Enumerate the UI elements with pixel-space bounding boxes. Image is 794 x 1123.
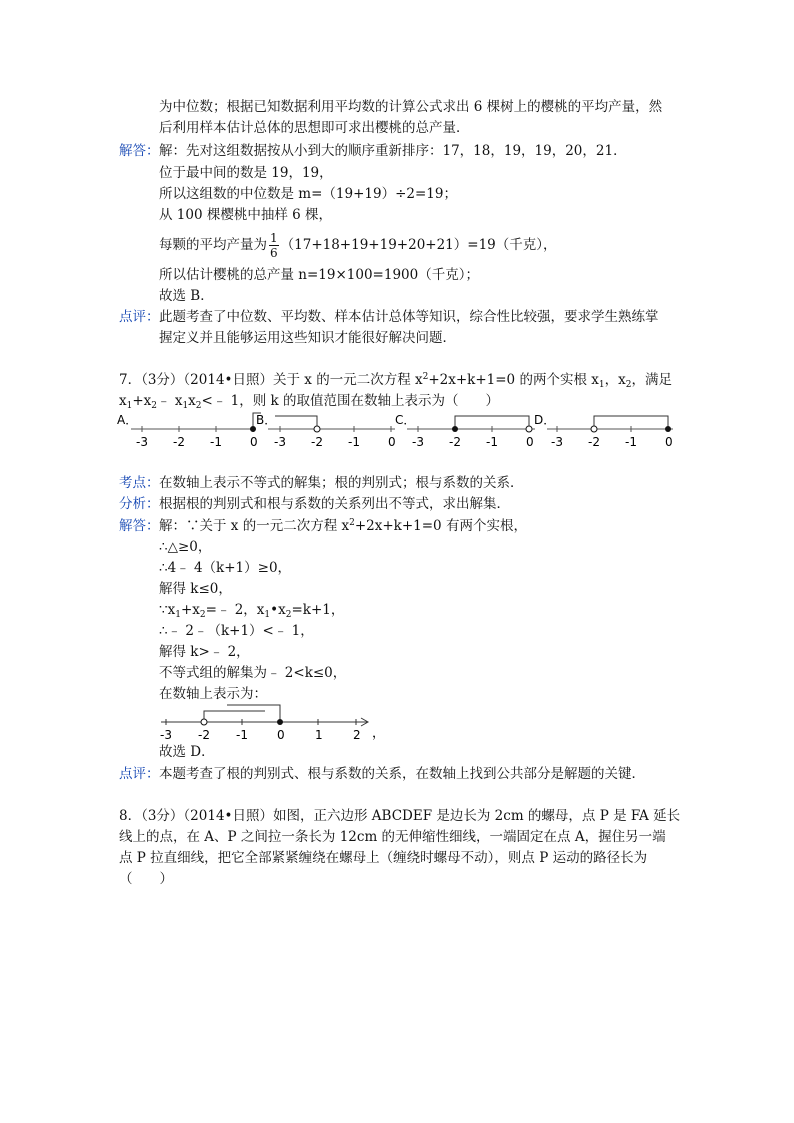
q7-fenxi: 根据根的判别式和根与系数的关系列出不等式，求出解集． bbox=[159, 496, 510, 512]
q6-answer-line-5 bbox=[159, 231, 557, 260]
tick-label: 0 bbox=[526, 435, 534, 449]
fraction-numerator: 1 bbox=[270, 231, 278, 245]
stem-text: <﹣ 1，则 k 的取值范围在数轴上表示为（ ） bbox=[201, 393, 499, 409]
subscript: 2 bbox=[151, 401, 158, 411]
solution-text: =﹣ 2，x bbox=[205, 602, 265, 618]
q6-answer-line-3: 所以这组数的中位数是 m=（19+19）÷2=19； bbox=[159, 186, 457, 202]
hollow-dot bbox=[201, 719, 207, 725]
q6-comment-line-1: 此题考查了中位数、平均数、样本估计总体等知识，综合性比较强，要求学生熟练掌 bbox=[159, 309, 659, 325]
q6-comment-line-2: 握定义并且能够运用这些知识才能很好解决问题． bbox=[159, 330, 456, 346]
option-d[interactable] bbox=[534, 413, 673, 449]
q8-stem-line-2: 线上的点，在 A、P 之间拉一条长为 12cm 的无伸缩性细线，一端固定在点 A，握住另一端 bbox=[119, 829, 666, 845]
option-a-label: A． bbox=[117, 413, 138, 427]
option-a[interactable] bbox=[117, 413, 261, 449]
q7-solution-line-10: 故选 D． bbox=[159, 744, 215, 760]
q7-kaodian: 在数轴上表示不等式的解集；根的判别式；根与系数的关系． bbox=[159, 475, 524, 491]
stem-text: ﹣ x bbox=[157, 393, 183, 409]
q7-solution-line-3: ∴4﹣ 4（k+1）≥0， bbox=[159, 560, 292, 576]
q7-solution-line-6: ∴﹣ 2﹣（k+1）<﹣ 1， bbox=[159, 623, 314, 639]
solution-text: •x bbox=[270, 602, 286, 618]
q7-comment-tag: 点评： bbox=[119, 766, 160, 782]
q7-options-number-lines bbox=[115, 408, 685, 452]
stem-text: x bbox=[119, 393, 127, 409]
q6-answer-line-2: 位于最中间的数是 19，19， bbox=[159, 165, 333, 181]
tick-label: -3 bbox=[412, 435, 424, 449]
q7-answer-tag: 解答： bbox=[119, 518, 160, 534]
q7-solution-line-9: 在数轴上表示为： bbox=[159, 686, 267, 702]
stem-text: x bbox=[188, 393, 196, 409]
q7-solution-line-7: 解得 k>﹣ 2， bbox=[159, 644, 250, 660]
tick-label: -3 bbox=[274, 435, 286, 449]
solution-number-line bbox=[155, 702, 395, 744]
tick-label: 2 bbox=[353, 728, 361, 742]
q7-comment: 本题考查了根的判别式、根与系数的关系，在数轴上找到公共部分是解题的关键． bbox=[159, 766, 645, 782]
solid-dot bbox=[452, 426, 458, 432]
q7-solution-line-8: 不等式组的解集为﹣ 2<k≤0， bbox=[159, 665, 347, 681]
hollow-dot bbox=[526, 426, 532, 432]
hollow-dot bbox=[314, 426, 320, 432]
tick-label: -3 bbox=[160, 728, 172, 742]
tick-label: -1 bbox=[625, 435, 637, 449]
exponent: 2 bbox=[422, 372, 429, 382]
tick-label: -1 bbox=[348, 435, 360, 449]
q7-solution-line-2: ∴△≥0， bbox=[159, 539, 212, 555]
tick-label: 1 bbox=[315, 728, 323, 742]
q8-stem-line-1: 8．（3分）（2014•日照）如图，正六边形 ABCDEF 是边长为 2cm 的螺母，点 P 是 FA 延长 bbox=[119, 808, 681, 824]
fraction-denominator: 6 bbox=[270, 246, 278, 260]
stem-text: ，x bbox=[604, 372, 626, 388]
tick-label: 0 bbox=[665, 435, 673, 449]
q8-stem-line-4: （ ） bbox=[119, 871, 173, 887]
option-b-label: B． bbox=[256, 413, 277, 427]
q7-solution-line-5 bbox=[159, 600, 344, 620]
q6-answer-tag: 解答： bbox=[119, 143, 160, 159]
fraction-one-sixth bbox=[269, 231, 279, 260]
q6-comment-tag: 点评： bbox=[119, 309, 160, 325]
subscript: 2 bbox=[285, 610, 292, 620]
tick-label: 0 bbox=[388, 435, 396, 449]
q6-answer-line-6: 所以估计樱桃的总产量 n=19×100=1900（千克）； bbox=[159, 267, 479, 283]
option-d-label: D． bbox=[534, 413, 556, 427]
tick-label: 0 bbox=[277, 728, 285, 742]
q6-answer-line-1: 解：先对这组数据按从小到大的顺序重新排序：17，18，19，19，20，21． bbox=[159, 143, 627, 159]
stem-text: +2x+k+1=0 的两个实根 x bbox=[428, 372, 599, 388]
subscript: 2 bbox=[195, 401, 202, 411]
trailing-comma: ， bbox=[372, 726, 386, 741]
subscript: 1 bbox=[264, 610, 271, 620]
tick-label: -2 bbox=[173, 435, 185, 449]
solution-text: ∵x bbox=[159, 602, 176, 618]
tick-label: 0 bbox=[250, 435, 258, 449]
q7-solution-line-4: 解得 k≤0， bbox=[159, 581, 232, 597]
solution-text: 解：∵关于 x 的一元二次方程 x bbox=[159, 518, 350, 534]
q7-fenxi-tag: 分析： bbox=[119, 496, 160, 512]
hollow-dot bbox=[591, 426, 597, 432]
tick-label: -3 bbox=[551, 435, 563, 449]
stem-text: +x bbox=[132, 393, 152, 409]
tick-label: -2 bbox=[588, 435, 600, 449]
option-c-label: C． bbox=[395, 413, 416, 427]
stem-text: 7．（3分）（2014•日照）关于 x 的一元二次方程 x bbox=[119, 372, 423, 388]
q6-analysis-line-1: 为中位数；根据已知数据利用平均数的计算公式求出 6 棵树上的樱桃的平均产量，然 bbox=[159, 99, 663, 115]
subscript: 1 bbox=[175, 610, 181, 620]
q8-stem-line-3: 点 P 拉直细线，把它全部紧紧缠绕在螺母上（缠绕时螺母不动），则点 P 运动的路径长为 bbox=[119, 850, 648, 866]
tick-label: -2 bbox=[311, 435, 323, 449]
solid-dot bbox=[277, 719, 283, 725]
tick-label: -3 bbox=[136, 435, 148, 449]
solution-text: +x bbox=[180, 602, 200, 618]
q7-kaodian-tag: 考点： bbox=[119, 475, 160, 491]
q7-stem-line-1 bbox=[119, 370, 672, 390]
average-text: 每颗的平均产量为 bbox=[159, 237, 267, 253]
q6-answer-line-7: 故选 B． bbox=[159, 288, 214, 304]
stem-text: ，满足 bbox=[631, 372, 672, 388]
exponent: 2 bbox=[349, 518, 355, 528]
tick-label: -1 bbox=[210, 435, 222, 449]
q7-solution-line-1 bbox=[159, 516, 527, 536]
solution-text: =k+1， bbox=[291, 602, 345, 618]
tick-label: -2 bbox=[198, 728, 210, 742]
tick-label: -1 bbox=[486, 435, 498, 449]
q6-answer-line-4: 从 100 棵樱桃中抽样 6 棵， bbox=[159, 207, 333, 223]
solid-dot bbox=[665, 426, 671, 432]
tick-label: -1 bbox=[236, 728, 248, 742]
subscript: 2 bbox=[625, 380, 632, 390]
option-c[interactable] bbox=[395, 413, 535, 449]
tick-label: -2 bbox=[449, 435, 461, 449]
q6-analysis-line-2: 后利用样本估计总体的思想即可求出樱桃的总产量． bbox=[159, 120, 470, 136]
subscript: 1 bbox=[182, 401, 189, 411]
solution-text: +2x+k+1=0 有两个实根， bbox=[354, 518, 527, 534]
subscript: 1 bbox=[598, 380, 605, 390]
subscript: 1 bbox=[126, 401, 133, 411]
average-expression: （17+18+19+19+20+21）=19（千克）， bbox=[280, 237, 557, 253]
option-b[interactable] bbox=[256, 413, 396, 449]
subscript: 2 bbox=[199, 610, 206, 620]
